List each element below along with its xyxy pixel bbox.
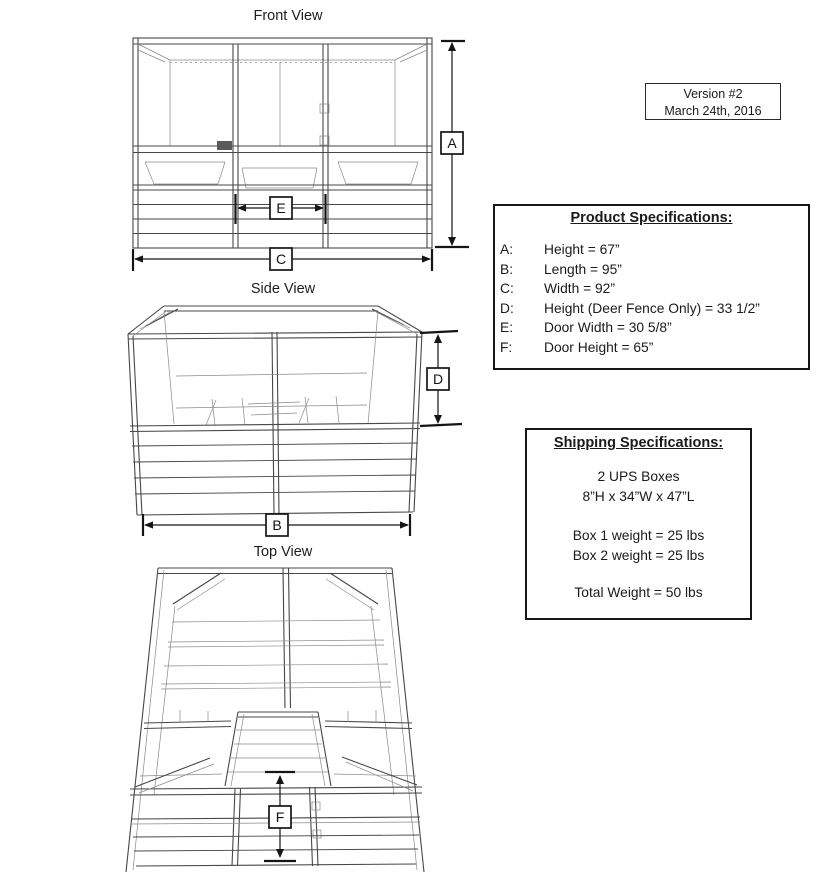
product-specs-box [493,204,810,370]
spec-row-a [495,240,808,260]
shipping-box2-weight: Box 2 weight = 25 lbs [572,547,705,563]
side-view-drawing [120,296,468,546]
dimension-E [237,197,324,219]
spec-row-e [495,318,808,338]
top-view-drawing [118,560,458,882]
spec-value: Door Height = 65” [544,339,654,355]
product-specs-title: Product Specifications: [570,210,733,226]
spec-key: A: [500,242,514,257]
shipping-specs-title: Shipping Specifications: [553,435,724,451]
dimension-A [435,41,469,247]
dim-label-e: E [276,200,286,216]
spec-row-f [495,338,808,358]
shipping-box1-weight: Box 1 weight = 25 lbs [572,528,705,543]
front-view-title: Front View [253,8,323,24]
spec-key: B: [500,261,514,277]
dim-label-a: A [447,135,457,151]
version-line: Version #2 [683,87,743,101]
front-view-drawing [125,28,473,276]
top-view-title: Top View [253,544,313,560]
version-box [645,83,781,120]
dimension-B [143,514,410,536]
dimension-C [133,248,432,271]
product-specs-rows [495,240,808,357]
side-view-title: Side View [250,281,316,297]
dim-label-d: D [432,371,444,387]
dim-label-c: C [275,251,287,267]
spec-key: E: [500,320,514,335]
dim-label-b: B [272,517,282,533]
dimension-F [264,772,296,861]
spec-value: Length = 95” [544,261,622,277]
door-latch [217,141,232,150]
dimension-D [420,331,462,426]
version-date: March 24th, 2016 [664,103,762,118]
spec-key: F: [500,339,513,355]
side-structure [128,306,422,515]
dim-label-f: F [275,809,285,825]
spec-row-b [495,260,808,280]
spec-value: Height = 67” [544,242,620,257]
spec-value: Door Width = 30 5/8” [544,320,672,335]
shipping-box-dimensions: 8”H x 34”W x 47”L [582,488,695,504]
spec-key: C: [500,281,514,296]
shipping-total-weight: Total Weight = 50 lbs [574,585,703,600]
shipping-boxes-count: 2 UPS Boxes [597,469,680,484]
spec-row-d [495,299,808,319]
shipping-specs-box [525,428,752,620]
spec-value: Width = 92” [544,281,615,296]
spec-key: D: [500,300,514,316]
spec-row-c [495,279,808,299]
spec-value: Height (Deer Fence Only) = 33 1/2” [544,300,760,316]
